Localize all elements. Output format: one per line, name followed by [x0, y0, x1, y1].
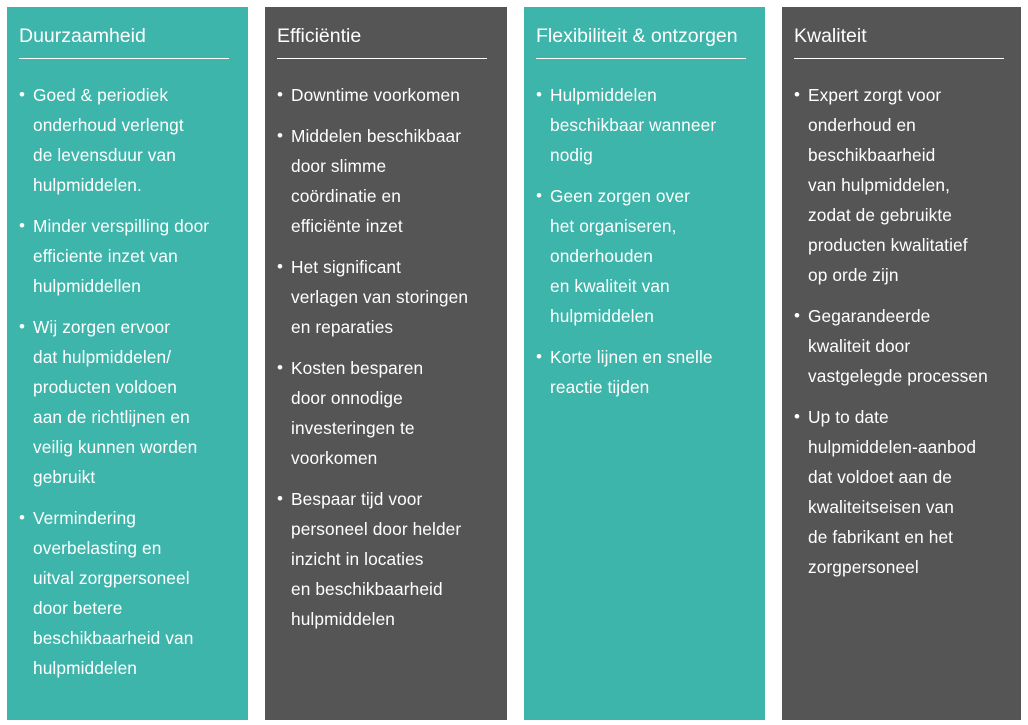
list-item-line: onderhoud verlengt	[33, 115, 184, 135]
list-item-line: Kosten besparen	[291, 358, 424, 378]
bullet-marker: •	[277, 257, 284, 276]
list-item-line: producten voldoen	[33, 377, 177, 397]
list-item	[794, 301, 1017, 391]
list-item-line: Hulpmiddelen	[550, 85, 657, 105]
bullet-marker: •	[19, 85, 26, 104]
bullet-marker: •	[19, 317, 26, 336]
bullet-marker: •	[536, 186, 543, 205]
list-item	[277, 353, 503, 473]
list-item	[536, 80, 761, 170]
list-item-text	[808, 301, 988, 391]
bullet-list	[277, 80, 503, 645]
list-item-line: inzicht in locaties	[291, 549, 424, 569]
column-efficientie	[265, 7, 507, 720]
list-item	[277, 484, 503, 634]
list-item-line: beschikbaarheid	[808, 145, 936, 165]
list-item-line: voorkomen	[291, 448, 378, 468]
column-title: Kwaliteit	[794, 25, 867, 47]
list-item	[19, 211, 244, 301]
list-item	[19, 80, 244, 200]
list-item-text	[808, 80, 968, 290]
list-item-text	[808, 402, 976, 582]
list-item-line: door onnodige	[291, 388, 403, 408]
list-item	[19, 312, 244, 492]
list-item-line: aan de richtlijnen en	[33, 407, 190, 427]
bullet-marker: •	[794, 306, 801, 325]
list-item-text	[33, 211, 209, 301]
list-item-line: hulpmiddelen	[291, 609, 396, 629]
list-item-line: zorgpersoneel	[808, 557, 919, 577]
list-item	[794, 402, 1017, 582]
bullet-marker: •	[277, 489, 284, 508]
list-item-text	[291, 121, 461, 241]
list-item-line: Vermindering	[33, 508, 137, 528]
title-divider	[536, 58, 746, 59]
list-item-text	[33, 80, 184, 200]
list-item-line: hulpmiddelen.	[33, 175, 142, 195]
list-item-line: op orde zijn	[808, 265, 899, 285]
list-item-text	[33, 312, 197, 492]
column-title: Duurzaamheid	[19, 25, 146, 47]
list-item-line: gebruikt	[33, 467, 96, 487]
list-item-line: de fabrikant en het	[808, 527, 954, 547]
bullet-marker: •	[277, 85, 284, 104]
list-item-line: zodat de gebruikte	[808, 205, 952, 225]
list-item-line: uitval zorgpersoneel	[33, 568, 190, 588]
list-item	[277, 121, 503, 241]
bullet-marker: •	[277, 126, 284, 145]
list-item-line: Korte lijnen en snelle	[550, 347, 713, 367]
column-flexibiliteit	[524, 7, 765, 720]
list-item-line: Geen zorgen over	[550, 186, 690, 206]
list-item-line: personeel door helder	[291, 519, 462, 539]
list-item-line: onderhoud en	[808, 115, 916, 135]
column-title: Efficiëntie	[277, 25, 362, 47]
list-item-text	[291, 484, 461, 634]
list-item-line: onderhouden	[550, 246, 653, 266]
list-item	[794, 80, 1017, 290]
list-item-line: van hulpmiddelen,	[808, 175, 950, 195]
list-item	[536, 181, 761, 331]
list-item-line: hulpmiddelen	[550, 306, 655, 326]
list-item-line: en reparaties	[291, 317, 394, 337]
list-item-line: Goed & periodiek	[33, 85, 169, 105]
bullet-marker: •	[19, 508, 26, 527]
list-item-text	[291, 80, 460, 110]
list-item-line: vastgelegde processen	[808, 366, 988, 386]
list-item-text	[550, 342, 713, 402]
list-item-line: dat hulpmiddelen/	[33, 347, 172, 367]
list-item-text	[291, 252, 468, 342]
list-item-line: beschikbaar wanneer	[550, 115, 717, 135]
list-item-line: Expert zorgt voor	[808, 85, 942, 105]
bullet-marker: •	[536, 85, 543, 104]
list-item-line: hulpmiddelen-aanbod	[808, 437, 977, 457]
list-item-line: Bespaar tijd voor	[291, 489, 423, 509]
list-item	[19, 503, 244, 683]
list-item-text	[291, 353, 423, 473]
list-item-line: investeringen te	[291, 418, 415, 438]
column-title: Flexibiliteit & ontzorgen	[536, 25, 738, 47]
list-item-line: reactie tijden	[550, 377, 650, 397]
bullet-marker: •	[794, 407, 801, 426]
title-divider	[277, 58, 487, 59]
bullet-list	[794, 80, 1017, 593]
bullet-marker: •	[19, 216, 26, 235]
list-item-line: beschikbaarheid van	[33, 628, 194, 648]
list-item	[277, 252, 503, 342]
list-item-line: Minder verspilling door	[33, 216, 210, 236]
list-item-line: kwaliteitseisen van	[808, 497, 954, 517]
list-item-line: hulpmiddellen	[33, 276, 141, 296]
list-item-line: Downtime voorkomen	[291, 85, 460, 105]
list-item-line: Het significant	[291, 257, 402, 277]
bullet-list	[19, 80, 244, 694]
list-item-line: door slimme	[291, 156, 387, 176]
column-kwaliteit	[782, 7, 1021, 720]
list-item-line: Wij zorgen ervoor	[33, 317, 171, 337]
list-item-line: veilig kunnen worden	[33, 437, 198, 457]
list-item-line: het organiseren,	[550, 216, 677, 236]
list-item-line: Up to date	[808, 407, 889, 427]
list-item-line: kwaliteit door	[808, 336, 911, 356]
list-item-line: en beschikbaarheid	[291, 579, 443, 599]
list-item-line: dat voldoet aan de	[808, 467, 953, 487]
list-item-line: verlagen van storingen	[291, 287, 469, 307]
list-item-text	[550, 181, 690, 331]
list-item-line: hulpmiddelen	[33, 658, 138, 678]
list-item-line: nodig	[550, 145, 593, 165]
list-item-line: producten kwalitatief	[808, 235, 968, 255]
list-item-line: Middelen beschikbaar	[291, 126, 462, 146]
bullet-list	[536, 80, 761, 413]
column-duurzaamheid	[7, 7, 248, 720]
list-item-line: overbelasting en	[33, 538, 162, 558]
bullet-marker: •	[794, 85, 801, 104]
list-item-text	[33, 503, 193, 683]
list-item-line: door betere	[33, 598, 123, 618]
list-item-line: coördinatie en	[291, 186, 401, 206]
bullet-marker: •	[277, 358, 284, 377]
list-item-line: efficiënte inzet	[291, 216, 403, 236]
list-item-line: en kwaliteit van	[550, 276, 670, 296]
list-item	[536, 342, 761, 402]
title-divider	[19, 58, 229, 59]
bullet-marker: •	[536, 347, 543, 366]
list-item-line: de levensduur van	[33, 145, 176, 165]
list-item-text	[550, 80, 716, 170]
list-item-line: efficiente inzet van	[33, 246, 178, 266]
list-item-line: Gegarandeerde	[808, 306, 931, 326]
list-item	[277, 80, 503, 110]
title-divider	[794, 58, 1004, 59]
